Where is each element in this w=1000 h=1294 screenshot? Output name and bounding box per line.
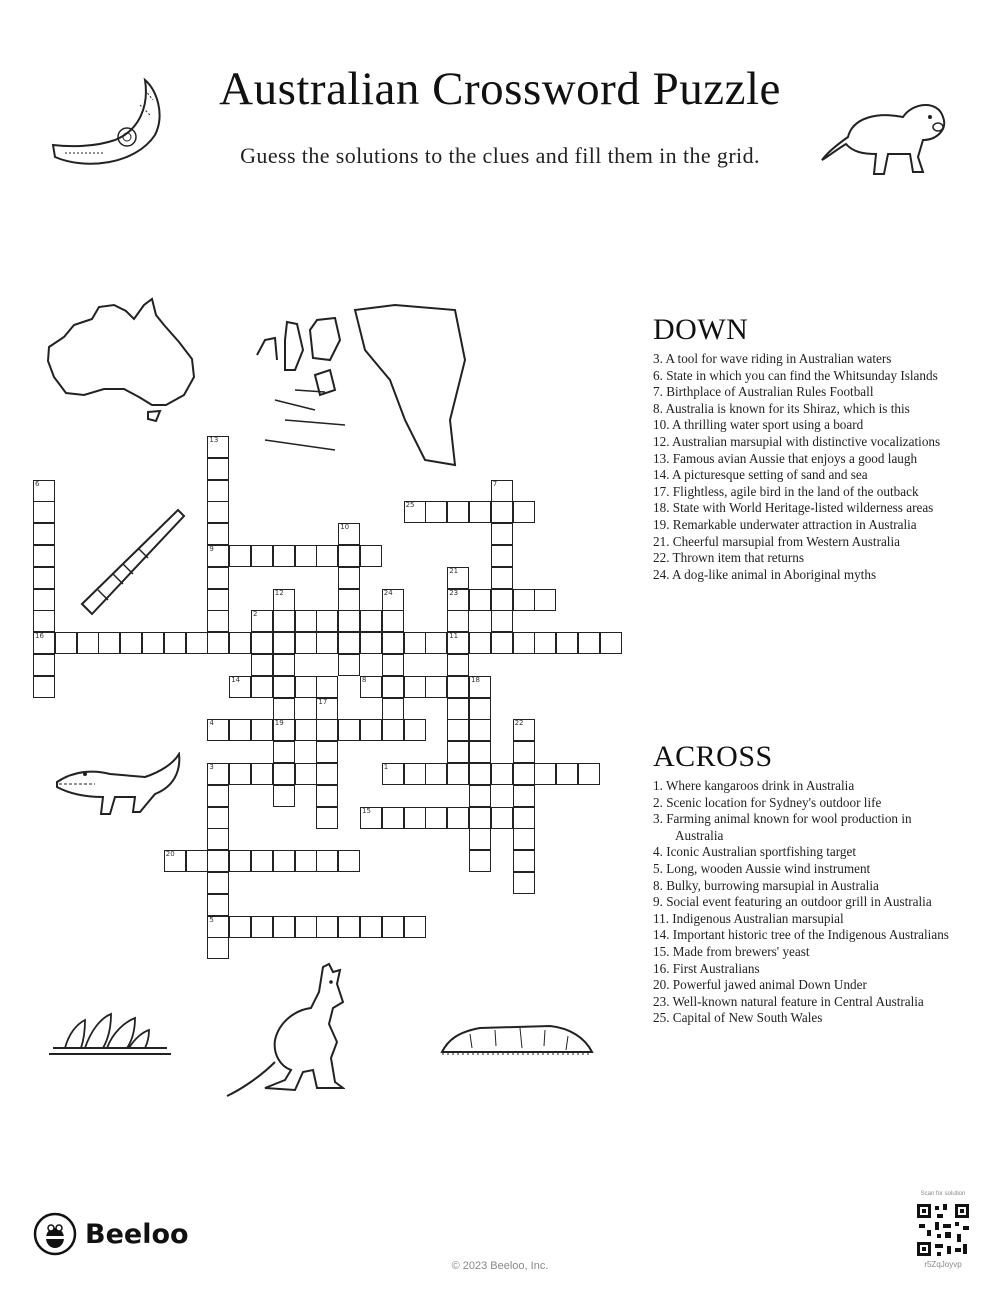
grid-cell[interactable] [207, 545, 229, 567]
grid-cell[interactable] [513, 741, 535, 763]
page-subtitle: Guess the solutions to the clues and fill them in the grid. [240, 143, 760, 168]
across-clue: 23. Well-known natural feature in Central Australia [653, 993, 924, 1009]
grid-cell[interactable] [360, 632, 382, 654]
grid-cell[interactable] [33, 632, 55, 654]
grid-cell[interactable] [229, 676, 251, 698]
grid-cell[interactable] [447, 698, 469, 720]
across-clues [653, 740, 953, 1027]
grid-cell[interactable] [360, 916, 382, 938]
grid-cell[interactable] [207, 785, 229, 807]
grid-cell[interactable] [207, 828, 229, 850]
clue-number: 25 [405, 501, 415, 510]
clue-number: 17 [318, 697, 328, 706]
grid-cell[interactable] [491, 501, 513, 523]
grid-cell[interactable] [273, 698, 295, 720]
grid-cell[interactable] [469, 501, 491, 523]
clue-number: 24 [383, 588, 393, 597]
grid-cell[interactable] [33, 567, 55, 589]
grid-cell[interactable] [491, 632, 513, 654]
grid-cell[interactable] [207, 567, 229, 589]
grid-cell[interactable] [469, 632, 491, 654]
grid-cell[interactable] [229, 763, 251, 785]
across-clue: 1. Where kangaroos drink in Australia [653, 778, 855, 793]
grid-cell[interactable] [295, 763, 317, 785]
across-clue: 8. Bulky, burrowing marsupial in Australia [653, 877, 879, 893]
grid-cell[interactable] [273, 545, 295, 567]
grid-cell[interactable] [469, 828, 491, 850]
grid-cell[interactable] [273, 632, 295, 654]
clue-number: 4 [209, 719, 214, 728]
grid-cell[interactable] [338, 589, 360, 611]
clue-number: 8 [362, 675, 367, 684]
clue-number: 3 [209, 763, 214, 771]
grid-cell[interactable] [469, 589, 491, 611]
clue-number: 13 [209, 436, 219, 444]
grid-cell[interactable] [491, 589, 513, 611]
grid-cell[interactable] [338, 654, 360, 676]
grid-cell[interactable] [425, 807, 447, 829]
down-heading: DOWN [653, 313, 749, 346]
copyright: © 2023 Beeloo, Inc. [451, 1260, 549, 1272]
grid-cell[interactable] [33, 501, 55, 523]
grid-cell[interactable] [382, 676, 404, 698]
grid-cell[interactable] [295, 850, 317, 872]
across-clue: 3. Farming animal known for wool production in Australia [653, 811, 912, 843]
grid-cell[interactable] [447, 610, 469, 632]
grid-cell[interactable] [295, 676, 317, 698]
grid-cell[interactable] [207, 480, 229, 502]
grid-cell[interactable] [207, 501, 229, 523]
grid-cell[interactable] [382, 632, 404, 654]
grid-cell[interactable] [578, 632, 600, 654]
grid-cell[interactable] [316, 676, 338, 698]
down-clue-list [653, 351, 953, 583]
grid-cell[interactable] [316, 916, 338, 938]
uluru-icon [440, 1020, 595, 1060]
clue-number: 5 [209, 915, 214, 924]
grid-cell[interactable] [338, 610, 360, 632]
across-clue-list [653, 778, 953, 1027]
down-clue: 19. Remarkable underwater attraction in Australia [653, 516, 917, 532]
clue-number: 1 [383, 763, 389, 771]
grid-cell[interactable] [273, 719, 295, 741]
grid-cell[interactable] [295, 610, 317, 632]
grid-cell[interactable] [360, 545, 382, 567]
grid-cell[interactable] [578, 763, 600, 785]
across-heading: ACROSS [653, 740, 773, 773]
grid-cell[interactable] [338, 545, 360, 567]
grid-cell[interactable] [316, 850, 338, 872]
grid-cell[interactable] [447, 501, 469, 523]
grid-cell[interactable] [425, 632, 447, 654]
grid-cell[interactable] [469, 807, 491, 829]
across-clue: 14. Important historic tree of the Indigenous Australians [653, 927, 949, 943]
clue-number: 9 [209, 545, 214, 553]
grid-cell[interactable] [425, 501, 447, 523]
grid-cell[interactable] [338, 916, 360, 938]
grid-cell[interactable] [207, 610, 229, 632]
grid-cell[interactable] [513, 719, 535, 741]
grid-cell[interactable] [425, 763, 447, 785]
grid-cell[interactable] [316, 545, 338, 567]
grid-cell[interactable] [382, 763, 404, 785]
clue-number: 16 [35, 632, 44, 641]
grid-cell[interactable] [404, 807, 426, 829]
grid-cell[interactable] [491, 545, 513, 567]
grid-cell[interactable] [229, 632, 251, 654]
grid-cell[interactable] [251, 850, 273, 872]
grid-cell[interactable] [469, 741, 491, 763]
clue-number: 12 [274, 588, 284, 597]
grid-cell[interactable] [207, 872, 229, 894]
grid-cell[interactable] [425, 676, 447, 698]
grid-cell[interactable] [513, 632, 535, 654]
grid-cell[interactable] [513, 763, 535, 785]
grid-cell[interactable] [338, 719, 360, 741]
grid-cell[interactable] [338, 523, 360, 545]
grid-cell[interactable] [491, 763, 513, 785]
grid-cell[interactable] [273, 676, 295, 698]
grid-cell[interactable] [534, 763, 556, 785]
tasmanian-devil-icon [818, 82, 958, 182]
across-clue: 2. Scenic location for Sydney's outdoor life [653, 794, 882, 810]
grid-cell[interactable] [207, 937, 229, 959]
grid-cell[interactable] [469, 785, 491, 807]
grid-cell[interactable] [251, 763, 273, 785]
grid-cell[interactable] [316, 785, 338, 807]
grid-cell[interactable] [207, 719, 229, 741]
grid-cell[interactable] [338, 567, 360, 589]
grid-cell[interactable] [229, 916, 251, 938]
clue-number: 11 [449, 632, 459, 641]
grid-cell[interactable] [273, 763, 295, 785]
grid-cell[interactable] [360, 719, 382, 741]
clue-number: 14 [231, 675, 241, 684]
down-clue: 17. Flightless, agile bird in the land of the outback [653, 483, 919, 499]
grid-cell[interactable] [404, 916, 426, 938]
down-clue: 10. A thrilling water sport using a board [653, 417, 864, 433]
grid-cell[interactable] [404, 632, 426, 654]
grid-cell[interactable] [33, 610, 55, 632]
across-clue: 25. Capital of New South Wales [653, 1010, 823, 1026]
grid-cell[interactable] [251, 632, 273, 654]
down-clue: 22. Thrown item that returns [653, 550, 805, 566]
grid-cell[interactable] [447, 589, 469, 611]
clue-number: 7 [492, 479, 498, 488]
grid-cell[interactable] [77, 632, 99, 654]
grid-cell[interactable] [295, 632, 317, 654]
grid-cell[interactable] [382, 610, 404, 632]
grid-cell[interactable] [491, 523, 513, 545]
grid-cell[interactable] [295, 545, 317, 567]
grid-cell[interactable] [33, 654, 55, 676]
grid-cell[interactable] [447, 719, 469, 741]
down-clue: 7. Birthplace of Australian Rules Football [653, 384, 874, 400]
grid-cell[interactable] [186, 850, 208, 872]
grid-cell[interactable] [186, 632, 208, 654]
grid-cell[interactable] [513, 589, 535, 611]
grid-cell[interactable] [251, 676, 273, 698]
grid-cell[interactable] [207, 632, 229, 654]
grid-cell[interactable] [534, 632, 556, 654]
sydney-opera-house-icon [45, 1008, 175, 1060]
grid-cell[interactable] [207, 458, 229, 480]
grid-cell[interactable] [164, 632, 186, 654]
clue-number: 2 [253, 610, 258, 619]
grid-cell[interactable] [207, 807, 229, 829]
grid-cell[interactable] [98, 632, 120, 654]
grid-cell[interactable] [316, 632, 338, 654]
down-clue: 6. State in which you can find the Whitsunday Islands [653, 367, 938, 383]
grid-cell[interactable] [338, 632, 360, 654]
grid-cell[interactable] [207, 436, 229, 458]
grid-cell[interactable] [207, 523, 229, 545]
grid-cell[interactable] [491, 480, 513, 502]
grid-cell[interactable] [360, 676, 382, 698]
down-clue: 18. State with World Heritage-listed wilderness areas [653, 500, 934, 516]
grid-cell[interactable] [382, 719, 404, 741]
grid-cell[interactable] [207, 916, 229, 938]
grid-cell[interactable] [207, 763, 229, 785]
clue-number: 15 [362, 806, 371, 815]
across-clue: 20. Powerful jawed animal Down Under [653, 977, 867, 993]
grid-cell[interactable] [447, 763, 469, 785]
grid-cell[interactable] [316, 807, 338, 829]
grid-cell[interactable] [447, 632, 469, 654]
grid-cell[interactable] [404, 501, 426, 523]
grid-cell[interactable] [33, 676, 55, 698]
down-clue: 24. A dog-like animal in Aboriginal myths [653, 566, 877, 582]
grid-cell[interactable] [207, 589, 229, 611]
down-clue: 14. A picturesque setting of sand and sea [653, 467, 868, 483]
grid-cell[interactable] [534, 589, 556, 611]
across-clue: 4. Iconic Australian sportfishing target [653, 844, 857, 860]
brand-name: Beeloo [85, 1218, 189, 1250]
grid-cell[interactable] [251, 719, 273, 741]
grid-cell[interactable] [295, 916, 317, 938]
across-clue: 16. First Australians [653, 960, 760, 976]
grid-cell[interactable] [55, 632, 77, 654]
clue-number: 23 [449, 588, 459, 597]
qr-code-icon[interactable] [915, 1202, 971, 1258]
down-clue: 13. Famous avian Aussie that enjoys a good laugh [653, 450, 918, 466]
grid-cell[interactable] [251, 916, 273, 938]
grid-cell[interactable] [33, 523, 55, 545]
grid-cell[interactable] [600, 632, 622, 654]
down-clue: 12. Australian marsupial with distinctive vocalizations [653, 433, 941, 449]
grid-cell[interactable] [273, 610, 295, 632]
grid-cell[interactable] [447, 654, 469, 676]
clue-number: 21 [449, 566, 459, 575]
clue-number: 20 [165, 850, 175, 859]
grid-cell[interactable] [33, 589, 55, 611]
kangaroo-icon [225, 962, 345, 1102]
grid-cell[interactable] [251, 654, 273, 676]
grid-cell[interactable] [447, 676, 469, 698]
grid-cell[interactable] [295, 719, 317, 741]
grid-cell[interactable] [469, 698, 491, 720]
clue-number: 19 [274, 719, 284, 728]
grid-cell[interactable] [469, 850, 491, 872]
grid-cell[interactable] [360, 610, 382, 632]
down-clue: 8. Australia is known for its Shiraz, which is this [653, 400, 910, 416]
grid-cell[interactable] [120, 632, 142, 654]
grid-cell[interactable] [164, 850, 186, 872]
grid-cell[interactable] [469, 676, 491, 698]
grid-cell[interactable] [229, 545, 251, 567]
grid-cell[interactable] [273, 916, 295, 938]
grid-cell[interactable] [207, 850, 229, 872]
grid-cell[interactable] [33, 545, 55, 567]
clue-number: 10 [340, 523, 350, 532]
grid-cell[interactable] [316, 763, 338, 785]
grid-cell[interactable] [142, 632, 164, 654]
across-clue: 15. Made from brewers' yeast [653, 943, 810, 959]
grid-cell[interactable] [404, 676, 426, 698]
grid-cell[interactable] [316, 719, 338, 741]
grid-cell[interactable] [469, 719, 491, 741]
grid-cell[interactable] [360, 807, 382, 829]
qr-code-text: r5ZqJoyvp [924, 1260, 962, 1269]
grid-cell[interactable] [404, 763, 426, 785]
grid-cell[interactable] [513, 872, 535, 894]
grid-cell[interactable] [382, 698, 404, 720]
grid-cell[interactable] [273, 589, 295, 611]
grid-cell[interactable] [273, 785, 295, 807]
grid-cell[interactable] [316, 698, 338, 720]
grid-cell[interactable] [33, 480, 55, 502]
grid-cell[interactable] [251, 610, 273, 632]
grid-cell[interactable] [273, 654, 295, 676]
grid-cell[interactable] [273, 850, 295, 872]
grid-cell[interactable] [382, 916, 404, 938]
grid-cell[interactable] [491, 807, 513, 829]
grid-cell[interactable] [513, 807, 535, 829]
grid-cell[interactable] [316, 741, 338, 763]
grid-cell[interactable] [447, 567, 469, 589]
across-clue: 9. Social event featuring an outdoor grill in Australia [653, 894, 932, 910]
crossword-grid [0, 0, 640, 960]
across-clue: 5. Long, wooden Aussie wind instrument [653, 860, 871, 876]
clue-number: 6 [35, 479, 40, 488]
grid-cell[interactable] [207, 894, 229, 916]
grid-cell[interactable] [338, 850, 360, 872]
grid-cell[interactable] [556, 763, 578, 785]
grid-cell[interactable] [382, 807, 404, 829]
clue-number: 18 [471, 675, 480, 684]
down-clue: 21. Cheerful marsupial from Western Australia [653, 533, 900, 549]
grid-cell[interactable] [273, 741, 295, 763]
grid-cell[interactable] [491, 567, 513, 589]
grid-cell[interactable] [556, 632, 578, 654]
brand-logo [33, 1212, 189, 1256]
grid-cell[interactable] [447, 807, 469, 829]
grid-cell[interactable] [316, 610, 338, 632]
grid-cell[interactable] [513, 828, 535, 850]
grid-cell[interactable] [404, 719, 426, 741]
across-clue: 11. Indigenous Australian marsupial [653, 910, 844, 926]
grid-cell[interactable] [382, 589, 404, 611]
grid-cell[interactable] [251, 545, 273, 567]
down-clues [653, 313, 953, 583]
grid-cell[interactable] [229, 719, 251, 741]
grid-cell[interactable] [382, 654, 404, 676]
grid-cell[interactable] [513, 785, 535, 807]
grid-cell[interactable] [469, 763, 491, 785]
qr-label: Scan for solution [920, 1191, 966, 1197]
grid-cell[interactable] [513, 501, 535, 523]
grid-cell[interactable] [229, 850, 251, 872]
grid-cell[interactable] [447, 741, 469, 763]
bee-icon [33, 1212, 77, 1256]
grid-cell[interactable] [491, 610, 513, 632]
page-title: Australian Crossword Puzzle [219, 63, 781, 115]
grid-cell[interactable] [513, 850, 535, 872]
clue-number: 22 [514, 719, 524, 728]
down-clue: 3. A tool for wave riding in Australian waters [653, 351, 892, 366]
